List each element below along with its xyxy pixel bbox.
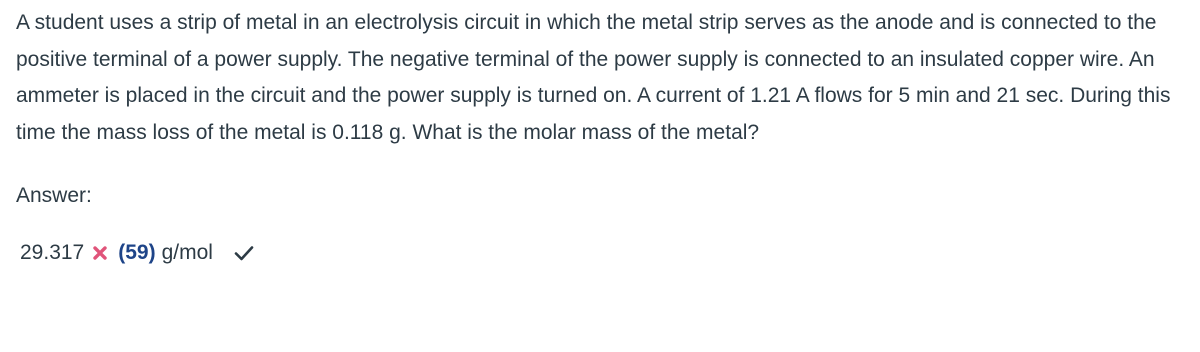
answer-row <box>16 239 1184 267</box>
question-text: A student uses a strip of metal in an electrolysis circuit in which the metal strip serves as the anode and is connected to the positive terminal of a power supply. The negative terminal of the power supply is connected to an insulated copper wire. An ammeter is placed in the circuit and the power supply is turned on. A current of 1.21 A flows for 5 min and 21 sec. During this time the mass loss of the metal is 0.118 g. What is the molar mass of the metal? <box>16 11 1171 144</box>
check-icon <box>233 244 255 262</box>
answer-label: Answer: <box>16 184 92 207</box>
answer-unit: g/mol <box>161 241 213 264</box>
user-answer-value: 29.317 <box>20 241 85 264</box>
x-icon <box>92 245 108 261</box>
correct-answer-value: (59) <box>118 241 156 264</box>
